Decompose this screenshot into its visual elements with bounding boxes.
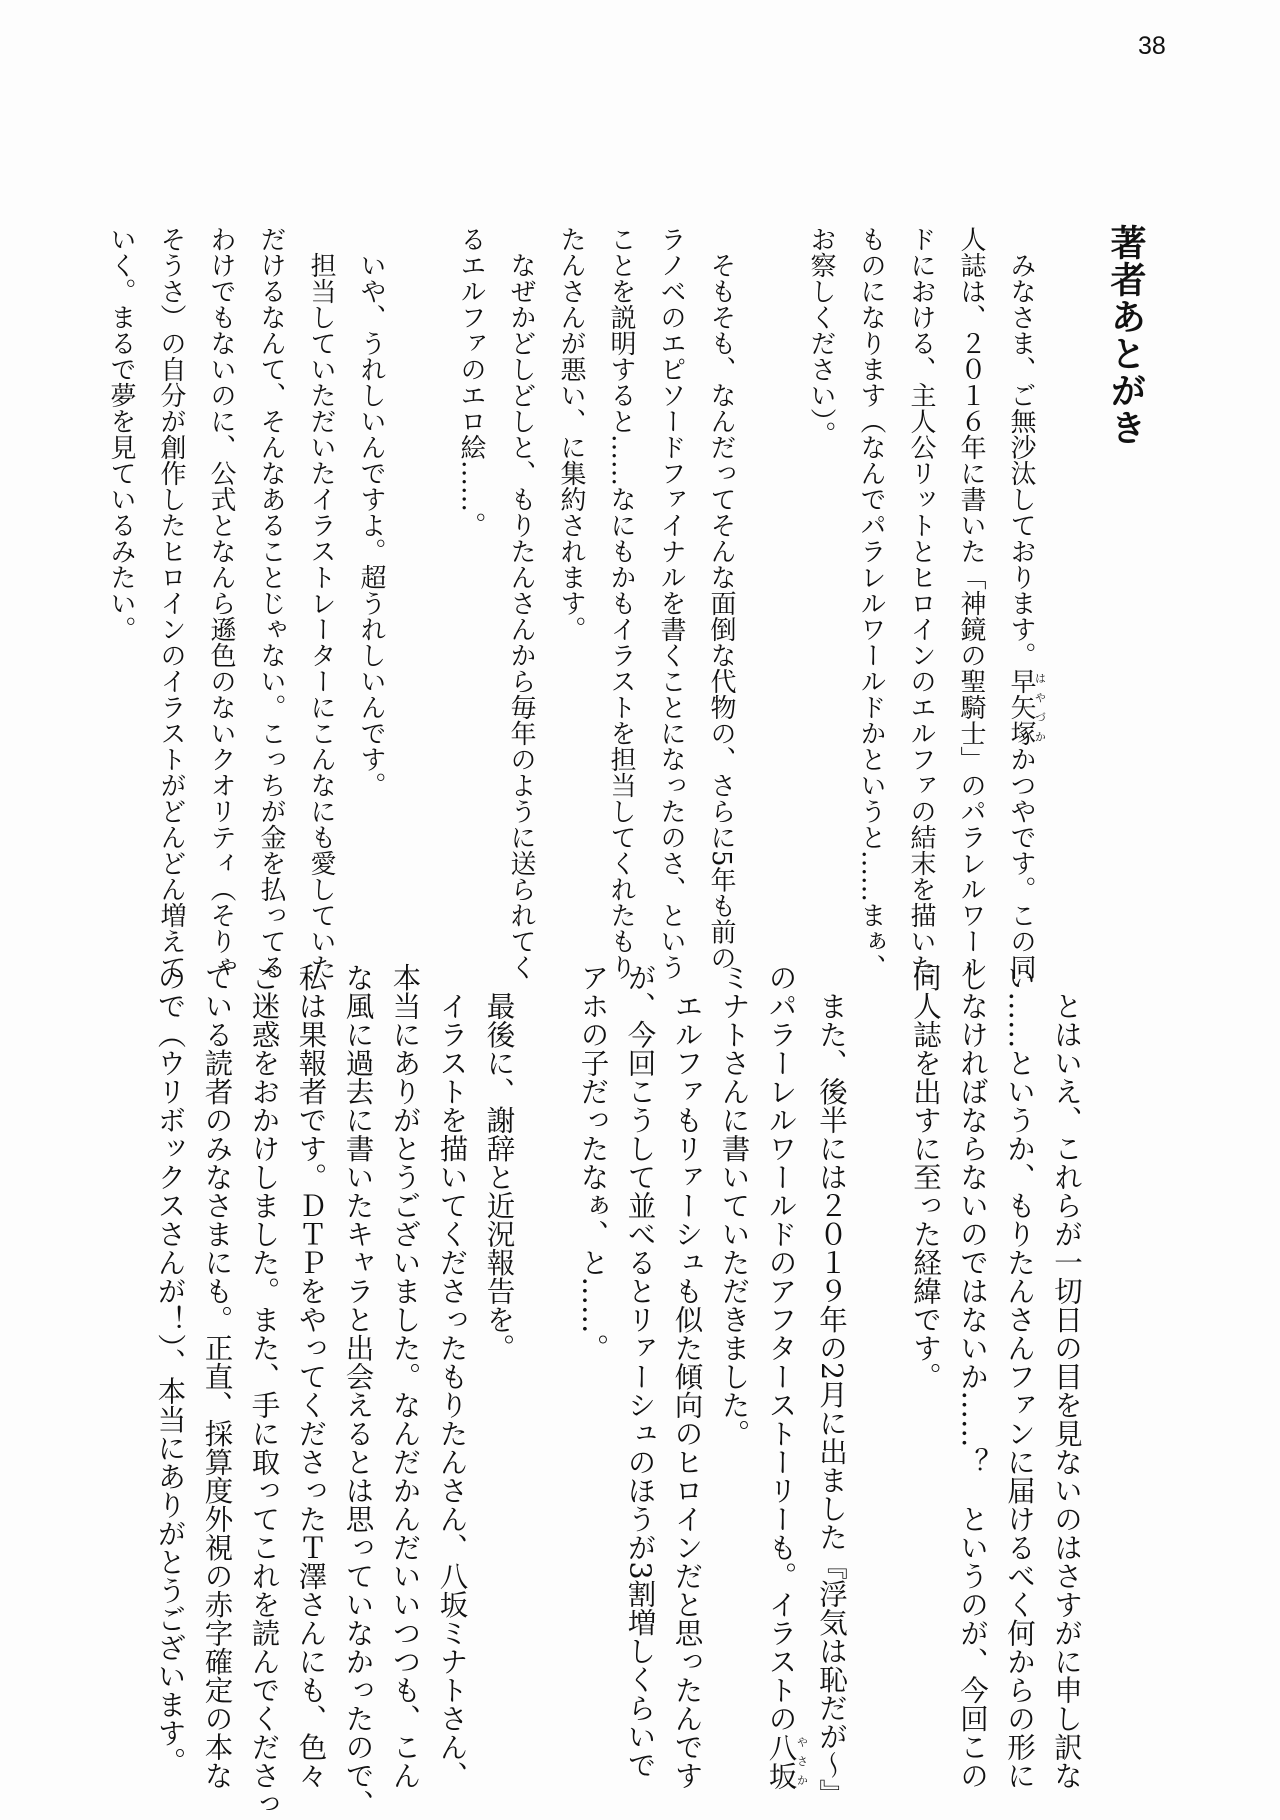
text-line: 人誌は、２０１６年に書いた「神鏡の聖騎士」のパラレルワール <box>956 226 986 980</box>
ruby-reading: はやづか <box>1033 668 1047 746</box>
text-line: ラノベのエピソードファイナルを書くことになったのさ、という <box>656 226 686 980</box>
text-line: ドにおける、主人公リットとヒロインのエルファの結末を描いた <box>906 226 936 980</box>
text-line: なぜかどしどしと、もりたんさんから毎年のように送られてく <box>506 226 536 980</box>
text-line <box>758 963 809 1790</box>
text-line: ミナトさんに書いていただきました。 <box>717 963 751 1448</box>
text-line: イラストを描いてくださったもりたんさん、八坂ミナトさん、 <box>435 963 469 1790</box>
ruby-annotated-word <box>764 1732 809 1790</box>
text-line <box>396 226 446 926</box>
text-line: るエルファのエロ絵……。 <box>456 226 486 538</box>
text-line: い……というか、もりたんさんファンに届けるべく何からの形に <box>1003 963 1036 1790</box>
text-line: だけるなんて、そんなあることじゃない。こっちが金を払ってる <box>256 226 286 980</box>
text-line: アホの子だったなぁ、と……。 <box>576 963 610 1362</box>
text-line: 本当にありがとうございました。なんだかんだいいつつも、こん <box>388 963 422 1790</box>
text-line: たんさんが悪い、に集約されます。 <box>556 226 586 642</box>
text-block-top <box>96 226 1047 980</box>
ruby-base: 早矢塚 <box>1006 668 1036 746</box>
text-line: ものになります（なんでパラレルワールドかというと……まぁ、 <box>856 226 886 980</box>
text-line: また、後半には２０１９年の2月に出ました『浮気は恥だが～』 <box>815 963 848 1808</box>
text-line: ている読者のみなさまにも。正直、採算度外視の赤字確定の本な <box>200 963 234 1790</box>
text-segment: かつやです。この同 <box>1006 746 1036 980</box>
ruby-annotated-word <box>1006 668 1047 746</box>
text-line: そもそも、なんだってそんな面倒な代物の、さらに5年も前の <box>706 226 736 971</box>
text-line: お察しください）。 <box>806 226 836 447</box>
text-block-bottom <box>150 963 1090 1818</box>
text-line <box>996 226 1047 980</box>
text-line <box>523 963 570 1783</box>
text-line: ことを説明すると……なにもかもイラストを担当してくれたもり <box>606 226 636 980</box>
text-line: エルファもリァーシュも似た傾向のヒロインだと思ったんです <box>670 963 704 1790</box>
text-line: 同人誌を出すに至った経緯です。 <box>909 963 942 1391</box>
text-line: そうさ）の自分が創作したヒロインのイラストがどんどん増えて <box>156 226 186 980</box>
text-line <box>746 226 796 926</box>
text-line: が、今回こうして並べるとリァーシュのほうが3割増しくらいで <box>623 963 657 1780</box>
page-title: 著者あとがき <box>1105 224 1147 446</box>
ruby-base: 八坂 <box>764 1732 798 1790</box>
text-segment: みなさま、ご無沙汰しております。 <box>1006 226 1036 668</box>
text-line: とはいえ、これらが一切日の目を見ないのはさすがに申し訳な <box>1050 963 1083 1790</box>
text-line: 私は果報者です。ＤＴＰをやってくださったＴ澤さんにも、色々 <box>294 963 328 1790</box>
text-line: ご迷惑をおかけしました。また、手に取ってこれを読んでくださっ <box>247 963 281 1818</box>
text-line: しなければならないのではないか……？ というのが、今回この <box>956 963 989 1790</box>
text-line: ので（ウリボックスさんが！）、本当にありがとうございます。 <box>153 963 187 1776</box>
text-line: いや、うれしいんですよ。超うれしいんです。 <box>356 226 386 798</box>
text-line: 最後に、謝辞と近況報告を。 <box>482 963 516 1362</box>
text-segment: のパラーレルワールドのアフターストーリーも。イラストの <box>764 963 798 1733</box>
ruby-reading: やさか <box>795 1732 809 1790</box>
text-line: な風に過去に書いたキャラと出会えるとは思っていなかったので、 <box>341 963 375 1818</box>
text-line: わけでもないのに、公式となんら遜色のないクオリティ（そりゃ <box>206 226 236 980</box>
text-line: いく。まるで夢を見ているみたい。 <box>106 226 136 642</box>
page-number: 38 <box>1138 32 1166 60</box>
text-line <box>855 963 902 1783</box>
text-line: 担当していただいたイラストレーターにこんなにも愛していた <box>306 226 336 980</box>
